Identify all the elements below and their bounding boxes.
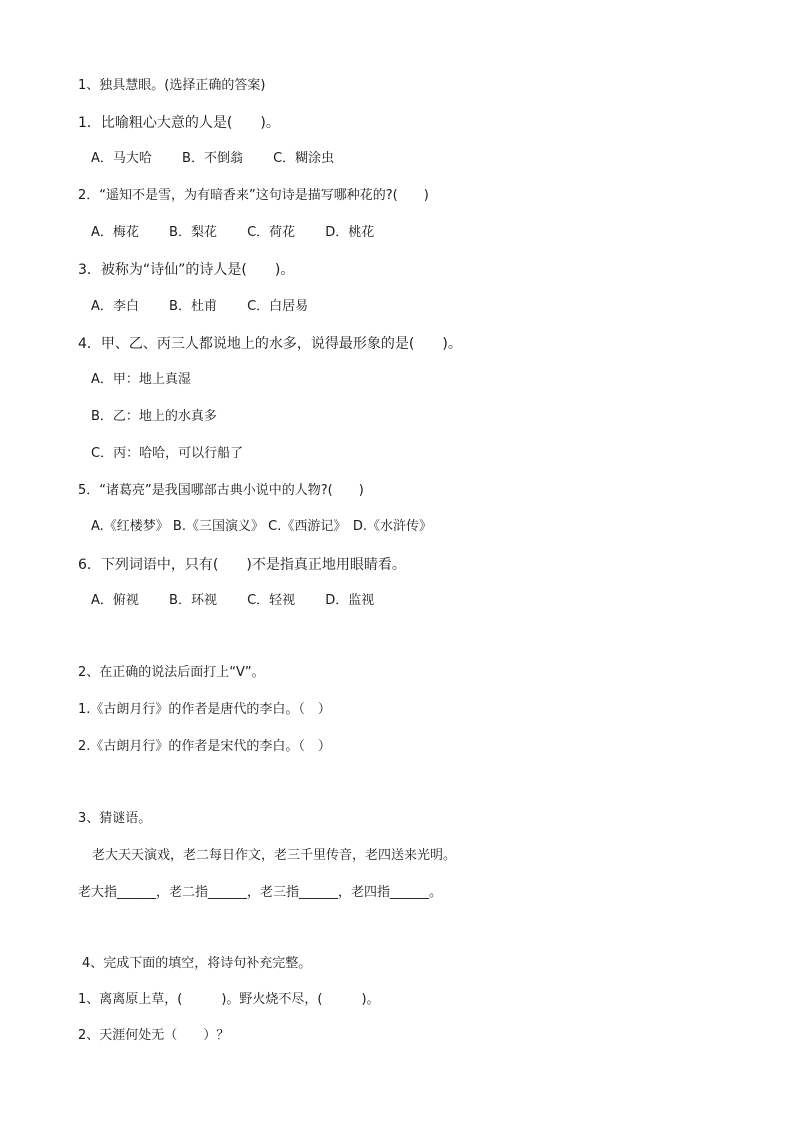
question-3-options: A．李白 B．杜甫 C．白居易 xyxy=(91,299,309,314)
question-4-option-b: B．乙：地上的水真多 xyxy=(91,409,217,424)
section1-title: 1、独具慧眼。(选择正确的答案) xyxy=(78,78,266,93)
question-4-option-a: A．甲：地上真湿 xyxy=(91,372,191,387)
question-3-stem: 3．被称为“诗仙”的诗人是( )。 xyxy=(78,262,295,278)
riddle-answers: 老大指______，老二指______，老三指______，老四指______。 xyxy=(78,885,443,900)
question-6-stem: 6．下列词语中，只有( )不是指真正地用眼睛看。 xyxy=(78,557,406,573)
section2-title: 2、在正确的说法后面打上“V”。 xyxy=(78,665,265,680)
statement-1: 1.《古朗月行》的作者是唐代的李白。（ ） xyxy=(78,702,331,717)
question-4-option-c: C．丙：哈哈，可以行船了 xyxy=(91,446,244,461)
question-5-stem: 5．“诸葛亮”是我国哪部古典小说中的人物?( ) xyxy=(78,483,364,498)
poem-line-1: 1、离离原上草，( )。野火烧不尽，( )。 xyxy=(78,992,380,1007)
riddle-text: 老大天天演戏，老二每日作文，老三千里传音，老四送来光明。 xyxy=(92,848,457,863)
question-4-stem: 4．甲、乙、丙三人都说地上的水多，说得最形象的是( )。 xyxy=(78,336,462,352)
poem-line-2: 2、天涯何处无（ ）？ xyxy=(78,1028,230,1043)
question-1-stem: 1．比喻粗心大意的人是( )。 xyxy=(78,115,280,131)
question-6-options: A．俯视 B．环视 C．轻视 D．监视 xyxy=(91,593,375,608)
section4-title: 4、完成下面的填空，将诗句补充完整。 xyxy=(82,956,312,971)
question-2-stem: 2．“遥知不是雪，为有暗香来”这句诗是描写哪种花的?( ) xyxy=(78,188,429,203)
question-5-options: A.《红楼梦》 B.《三国演义》 C.《西游记》 D.《水浒传》 xyxy=(91,519,432,534)
question-2-options: A．梅花 B．梨花 C．荷花 D．桃花 xyxy=(91,225,375,240)
section3-title: 3、猜谜语。 xyxy=(78,811,152,826)
statement-2: 2.《古朗月行》的作者是宋代的李白。（ ） xyxy=(78,739,331,754)
question-1-options: A．马大哈 B．不倒翁 C．糊涂虫 xyxy=(91,151,335,166)
